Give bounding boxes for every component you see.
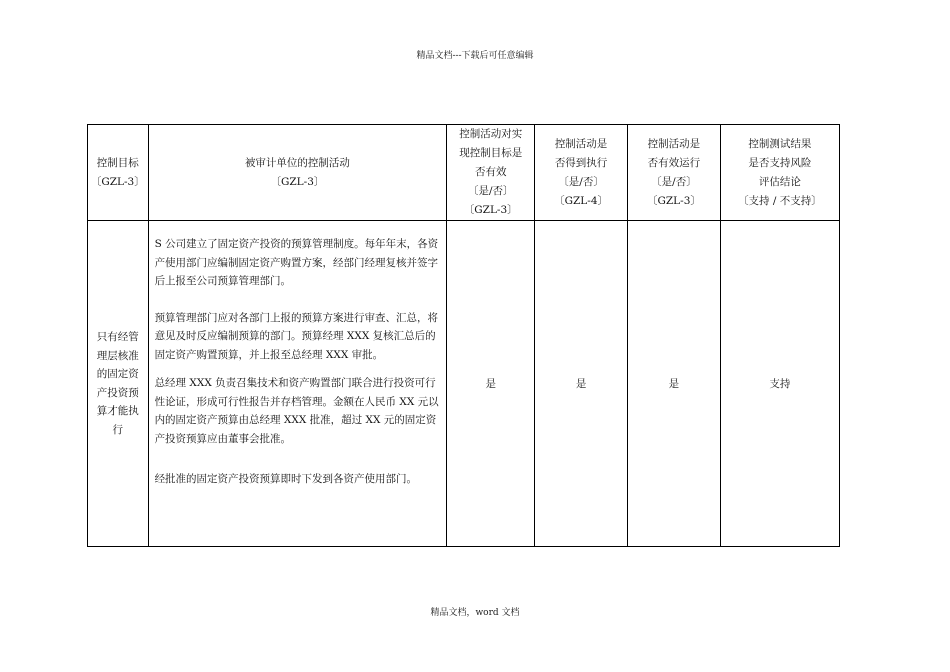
page-header-note: 精品文档---下载后可任意编辑 [416, 51, 534, 61]
header-control-activity: 被审计单位的控制活动 〔GZL-3〕 [148, 125, 447, 221]
control-objective-cell: 只有经管 理层核准 的固定资 产投资预 算才能执 行 [88, 221, 149, 547]
header-design-effective: 控制活动对实 现控制目标是 否有效 〔是/否〕 〔GZL-3〕 [447, 125, 535, 221]
activity-paragraph-3: 总经理 XXX 负责召集技术和资产购置部门联合进行投资可行性论证，形成可行性报告并存档管理。金额在人民币 XX 元以内的固定资产预算由总经理 XXX 批准，超过 XX 元的固定资产投资预算应由董事会批准。 [154, 377, 439, 445]
header-operating-effective: 控制活动是 否有效运行 〔是/否〕 〔GZL-3〕 [628, 125, 721, 221]
activity-paragraph-2: 预算管理部门应对各部门上报的预算方案进行审查、汇总，将意见及时反应编制预算的部门。预算经理 XXX 复核汇总后的固定资产购置预算，并上报至总经理 XXX 审批。 [154, 311, 439, 361]
activity-paragraph-1: S 公司建立了固定资产投资的预算管理制度。每年年末，各资产使用部门应编制固定资产购置方案，经部门经理复核并签字后上报至公司预算管理部门。 [154, 238, 439, 287]
page-footer-note: 精品文档，word 文档 [430, 608, 520, 618]
answer-implemented: 是 [535, 221, 628, 547]
control-activity-cell [148, 221, 447, 547]
table-header-row [88, 125, 840, 221]
control-test-table [87, 124, 840, 547]
answer-design-effective: 是 [447, 221, 535, 547]
header-test-conclusion: 控制测试结果 是否支持风险 评估结论 〔支持 / 不支持〕 [720, 125, 839, 221]
header-control-objective: 控制目标 〔GZL-3〕 [88, 125, 149, 221]
answer-operating-effective: 是 [628, 221, 721, 547]
table-row [88, 221, 840, 547]
activity-paragraph-4: 经批准的固定资产投资预算即时下发到各资产使用部门。 [154, 473, 418, 485]
answer-test-conclusion: 支持 [720, 221, 839, 547]
header-implemented: 控制活动是 否得到执行 〔是/否〕 〔GZL-4〕 [535, 125, 628, 221]
